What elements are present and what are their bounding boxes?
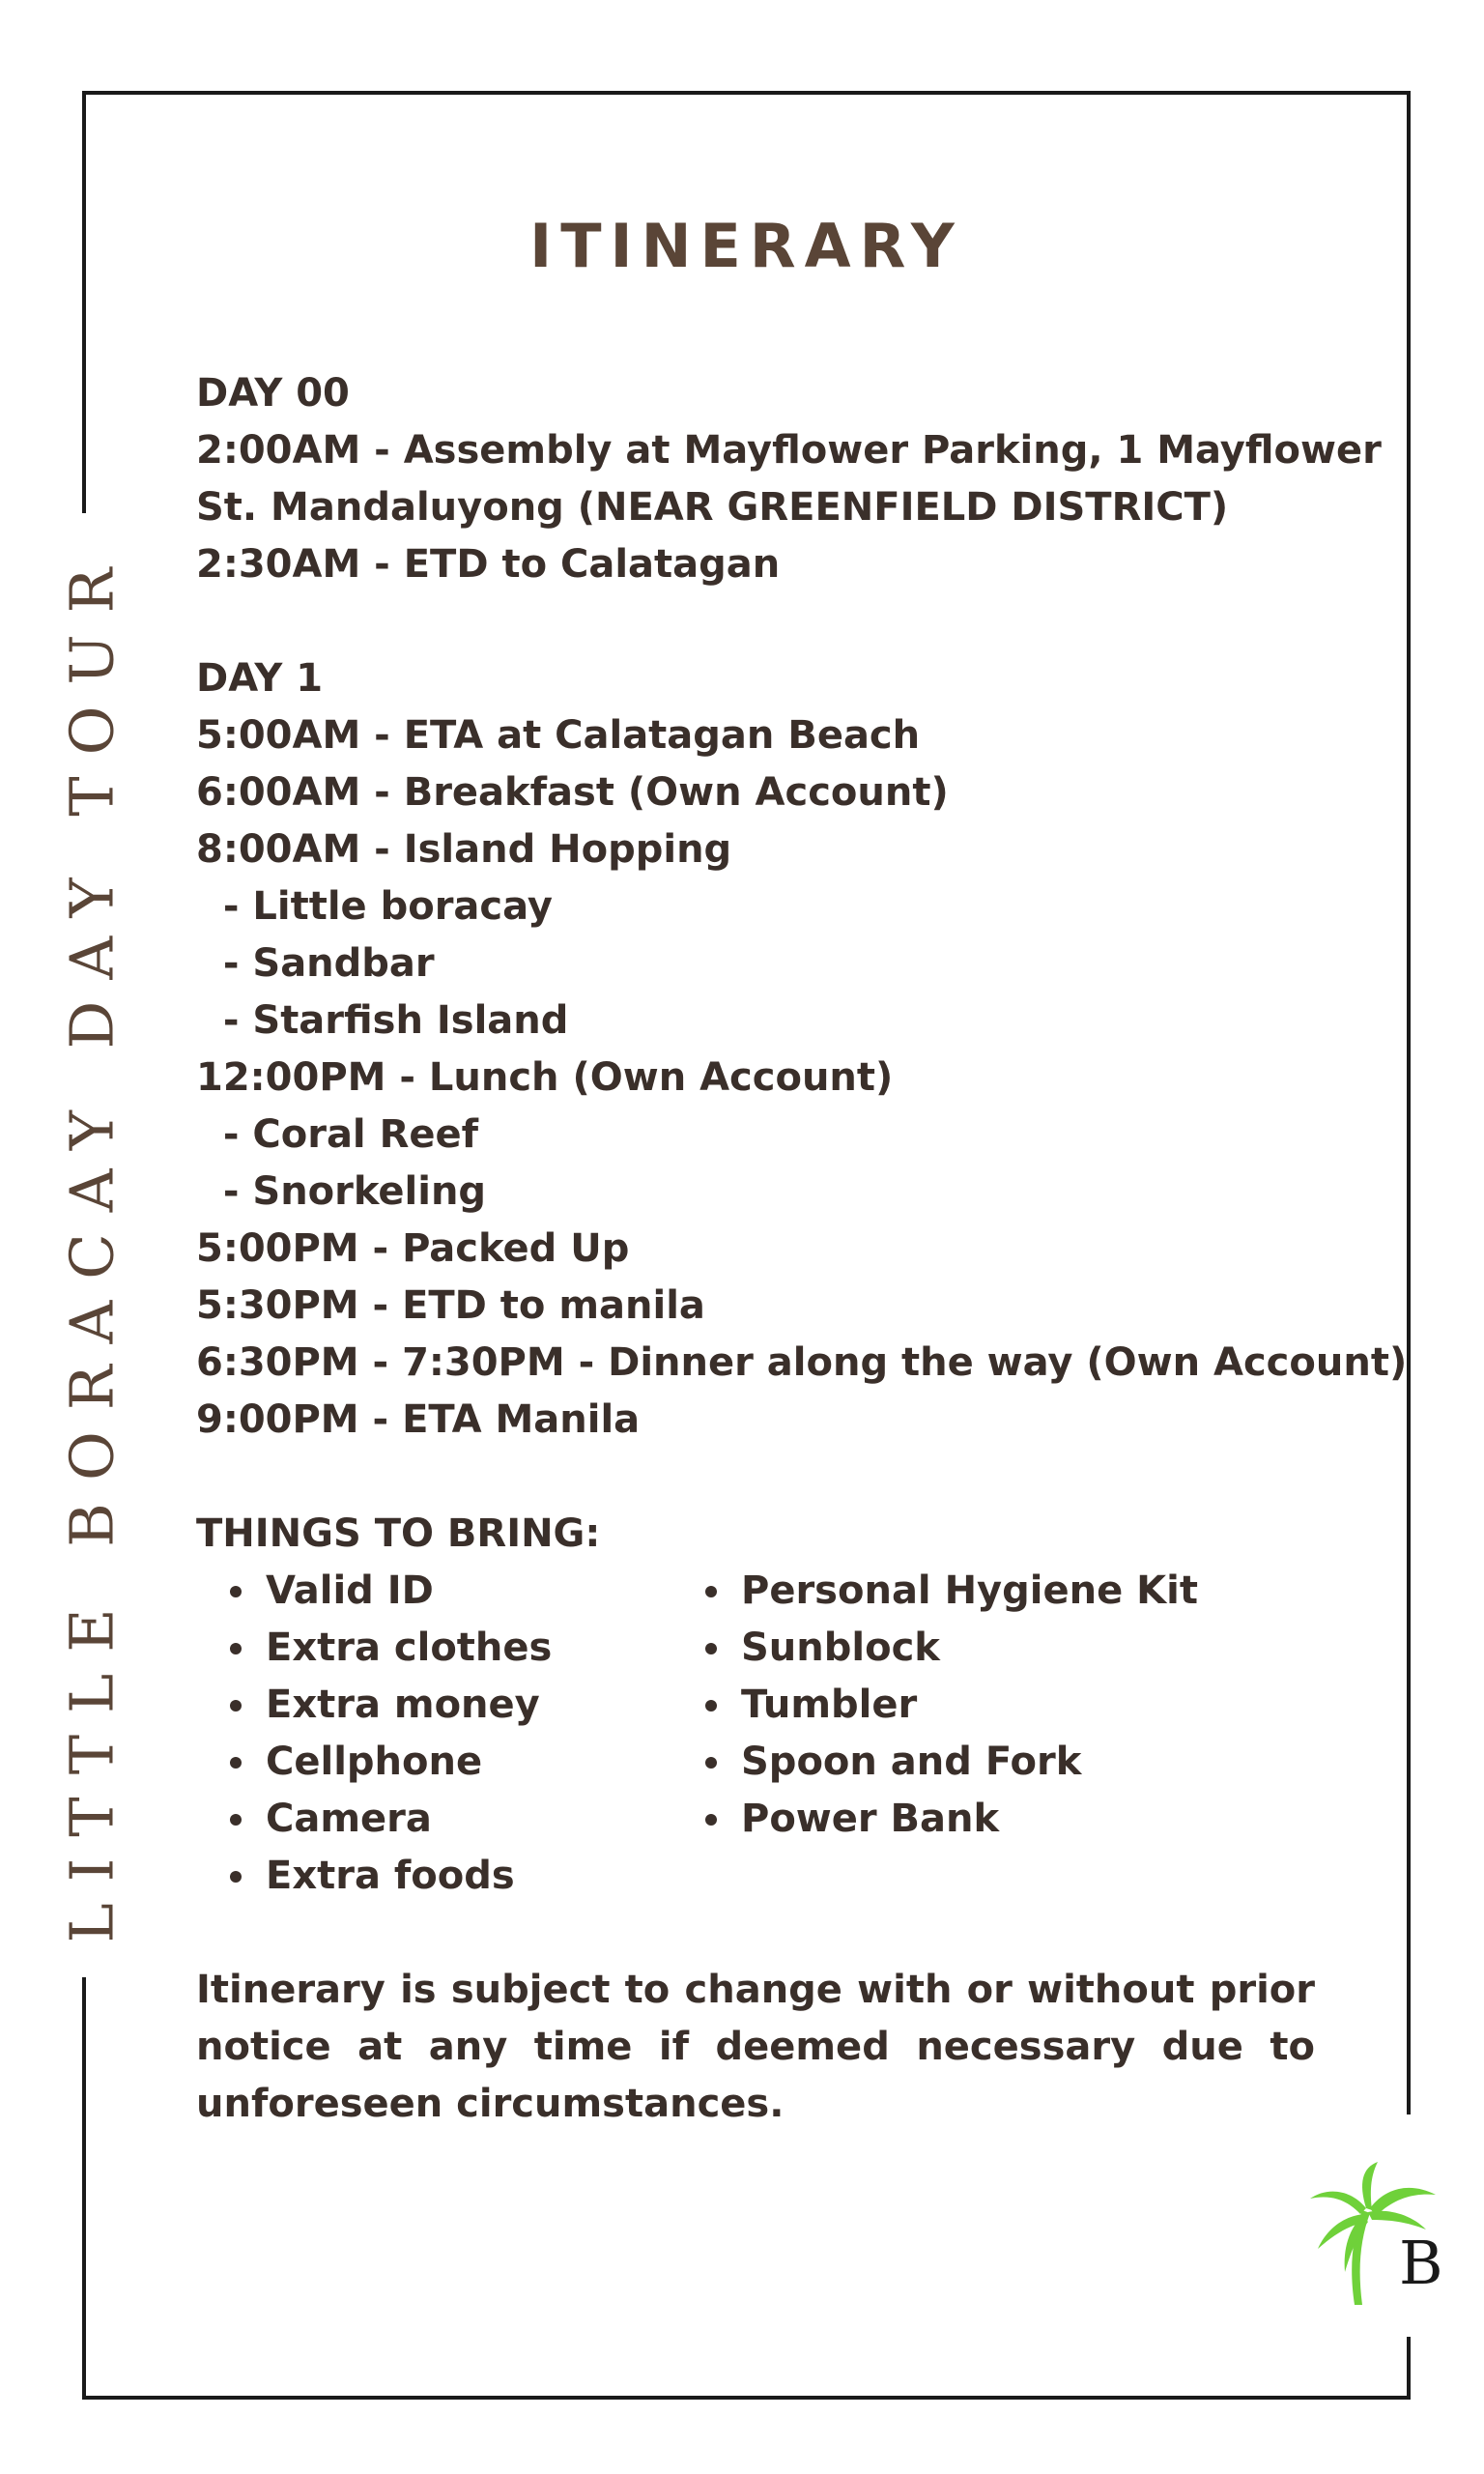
things-to-bring-section (196, 1506, 1317, 1905)
day1-line: - Starfish Island (196, 998, 569, 1043)
list-item: Cellphone (223, 1734, 699, 1791)
spacer (196, 593, 1317, 650)
day1-line: 5:00AM - ETA at Calatagan Beach (196, 713, 921, 758)
day1-line: - Little boracay (196, 884, 553, 929)
list-item: Valid ID (223, 1563, 699, 1620)
logo-letter: B (1399, 2228, 1443, 2298)
frame-left-line-bottom (82, 1977, 86, 2400)
disclaimer-note: Itinerary is subject to change with or without prior notice at any time if deemed necessary due to unforeseen circumstances. (196, 1968, 1315, 2126)
day1-line: - Coral Reef (196, 1112, 479, 1157)
brand-logo (1302, 2160, 1467, 2315)
day1-section (196, 650, 1408, 1449)
list-item: Sunblock (699, 1620, 1198, 1677)
frame-top-line (82, 91, 1411, 95)
day00-section (196, 365, 1382, 593)
day1-line: 6:00AM - Breakfast (Own Account) (196, 770, 949, 815)
day00-line: 2:30AM - ETD to Calatagan (196, 542, 781, 587)
list-item: Personal Hygiene Kit (699, 1563, 1198, 1620)
list-item: Extra foods (223, 1848, 699, 1905)
list-item: Power Bank (699, 1791, 1198, 1848)
day1-line: 8:00AM - Island Hopping (196, 827, 732, 872)
frame-left-line-top (82, 91, 86, 513)
list-item: Extra money (223, 1677, 699, 1734)
itinerary-content (196, 365, 1408, 2133)
list-item: Extra clothes (223, 1620, 699, 1677)
day1-line: 5:00PM - Packed Up (196, 1226, 630, 1271)
day1-line: - Sandbar (196, 941, 435, 986)
list-item: Camera (223, 1791, 699, 1848)
day1-line: 12:00PM - Lunch (Own Account) (196, 1055, 894, 1100)
things-to-bring-heading: THINGS TO BRING: (196, 1511, 601, 1556)
things-to-bring-lists (196, 1563, 1317, 1905)
frame-bottom-line (82, 2396, 1411, 2400)
day00-line: St. Mandaluyong (NEAR GREENFIELD DISTRICT) (196, 485, 1229, 530)
page-title: ITINERARY (529, 211, 963, 281)
day1-line: 5:30PM - ETD to manila (196, 1283, 705, 1328)
side-title: LITTLE BORACAY DAY TOUR (56, 546, 128, 1943)
list-item: Tumbler (699, 1677, 1198, 1734)
frame-right-line-top (1407, 91, 1411, 2114)
day1-line: - Snorkeling (196, 1169, 487, 1214)
frame-right-line-bottom (1407, 2337, 1411, 2400)
day00-heading: DAY 00 (196, 371, 350, 416)
day1-line: 9:00PM - ETA Manila (196, 1397, 641, 1442)
things-to-bring-list-right (699, 1563, 1198, 1905)
palm-tree-icon (1302, 2160, 1467, 2315)
spacer (196, 1449, 1317, 1506)
day00-line: 2:00AM - Assembly at Mayflower Parking, 1 Mayflower (196, 428, 1382, 473)
list-item: Spoon and Fork (699, 1734, 1198, 1791)
things-to-bring-list-left (196, 1563, 699, 1905)
day1-heading: DAY 1 (196, 656, 324, 701)
day1-line: 6:30PM - 7:30PM - Dinner along the way (Own Account) (196, 1340, 1408, 1385)
